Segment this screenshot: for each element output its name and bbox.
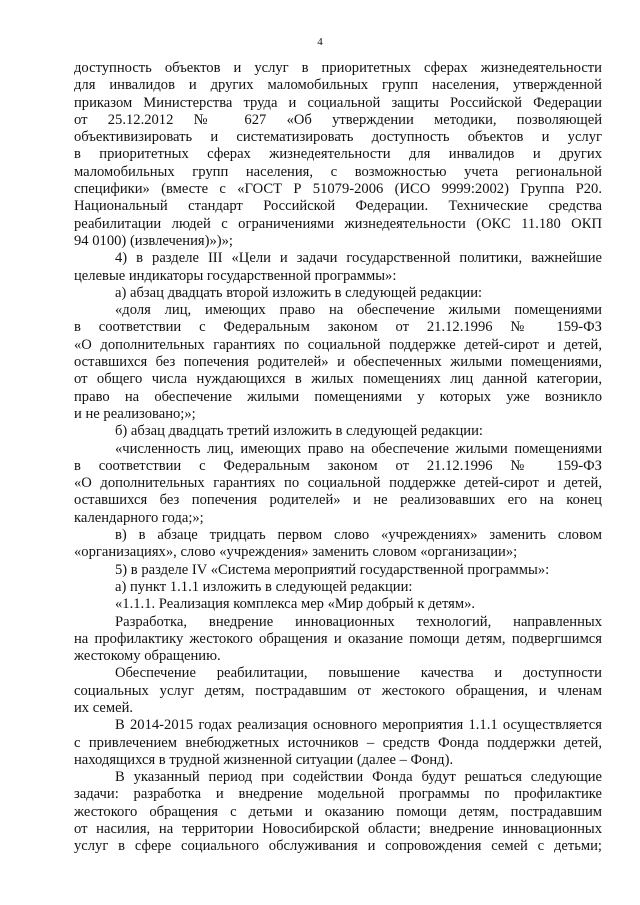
text-line: реабилитации людей с ограничениями жизнедеятельности (ОКС 11.180 ОКП bbox=[74, 215, 602, 232]
text-line: их семей. bbox=[74, 699, 134, 716]
text-line: календарного года;»; bbox=[74, 509, 204, 526]
text-line: доступность объектов и услуг в приоритетных сферах жизнедеятельности bbox=[74, 60, 602, 76]
text-line: оставшихся без попечения родителей» и не реализовавших его на конец bbox=[74, 492, 602, 509]
text-line: в приоритетных сферах жизнедеятельности для инвалидов и других bbox=[74, 146, 602, 163]
page-number: 4 bbox=[317, 36, 323, 48]
text-line: Разработка, внедрение инновационных технологий, направленных bbox=[115, 613, 602, 630]
text-line: оставшихся без попечения родителей» и обеспеченных жилыми помещениями, bbox=[74, 354, 602, 371]
text-line: приказом Министерства труда и социальной защиты Российской Федерации bbox=[74, 94, 602, 111]
text-line: от 25.12.2012 № 627 «Об утверждении методики, позволяющей bbox=[74, 111, 602, 128]
text-line: «О дополнительных гарантиях по социальной поддержке детей-сирот и детей, bbox=[74, 475, 602, 492]
text-line: услуг в сфере социального обслуживания и сопровождения семей с детьми; bbox=[74, 838, 602, 855]
text-line: жестокому обращению. bbox=[74, 648, 221, 665]
text-line: социальных услуг детям, пострадавшим от жестокого обращения, и членам bbox=[74, 682, 602, 699]
text-line: от насилия, на территории Новосибирской области; внедрение инновационных bbox=[74, 821, 602, 838]
text-line: право на обеспечение жилыми помещениями у которых уже возникло bbox=[74, 388, 602, 405]
text-line: 4) в разделе III «Цели и задачи государственной политики, важнейшие bbox=[115, 250, 602, 267]
text-line: Обеспечение реабилитации, повышение качества и доступности bbox=[115, 665, 602, 682]
text-line: и не реализовано;»; bbox=[74, 405, 196, 422]
text-line: б) абзац двадцать третий изложить в следующей редакции: bbox=[115, 423, 483, 440]
text-line: «численность лиц, имеющих право на обеспечение жилыми помещениями bbox=[115, 440, 602, 457]
text-line: жестокого обращения с детьми и оказанию помощи детям, пострадавшим bbox=[74, 803, 602, 820]
text-line: в соответствии с Федеральным законом от 21.12.1996 № 159-ФЗ bbox=[74, 319, 602, 336]
text-line: маломобильных групп населения, с возможностью учета региональной bbox=[74, 163, 602, 180]
text-line: В указанный период при содействии Фонда будут решаться следующие bbox=[115, 769, 602, 786]
text-line: Национальный стандарт Российской Федерации. Технические средства bbox=[74, 198, 602, 215]
text-line: объективизировать и систематизировать доступность объектов и услуг bbox=[74, 129, 602, 146]
text-line: «доля лиц, имеющих право на обеспечение жилыми помещениями bbox=[115, 302, 602, 319]
text-line: а) пункт 1.1.1 изложить в следующей редакции: bbox=[115, 578, 413, 595]
text-line: 94 0100) (извлечения)»)»; bbox=[74, 232, 233, 249]
text-line: специфики» (вместе с «ГОСТ Р 51079-2006 (ИСО 9999:2002) Группа Р20. bbox=[74, 181, 602, 198]
text-line: с привлечением внебюджетных источников – средств Фонда поддержки детей, bbox=[74, 734, 602, 751]
text-line: от общего числа нуждающихся в жилых помещениях лиц данной категории, bbox=[74, 371, 602, 388]
text-line: «организациях», слово «учреждения» заменить словом «организации»; bbox=[74, 544, 518, 561]
text-line: для инвалидов и других маломобильных групп населения, утвержденной bbox=[74, 77, 602, 94]
text-line: находящихся в трудной жизненной ситуации (далее – Фонд). bbox=[74, 751, 454, 768]
text-line: в) в абзаце тридцать первом слово «учреждениях» заменить словом bbox=[115, 527, 602, 544]
text-line: «1.1.1. Реализация комплекса мер «Мир добрый к детям». bbox=[115, 596, 476, 613]
text-line: на профилактику жестокого обращения и оказание помощи детям, подвергшимся bbox=[74, 630, 602, 647]
text-line: а) абзац двадцать второй изложить в следующей редакции: bbox=[115, 284, 483, 301]
text-line: 5) в разделе IV «Система мероприятий государственной программы»: bbox=[115, 561, 550, 578]
text-line: целевые индикаторы государственной программы»: bbox=[74, 267, 397, 284]
text-line: «О дополнительных гарантиях по социальной поддержке детей-сирот и детей, bbox=[74, 336, 602, 353]
text-line: в соответствии с Федеральным законом от 21.12.1996 № 159-ФЗ bbox=[74, 457, 602, 474]
text-line: В 2014-2015 годах реализация основного мероприятия 1.1.1 осуществляется bbox=[115, 717, 602, 734]
document-body bbox=[74, 60, 602, 856]
text-line: задачи: разработка и внедрение модельной программы по профилактике bbox=[74, 786, 602, 803]
